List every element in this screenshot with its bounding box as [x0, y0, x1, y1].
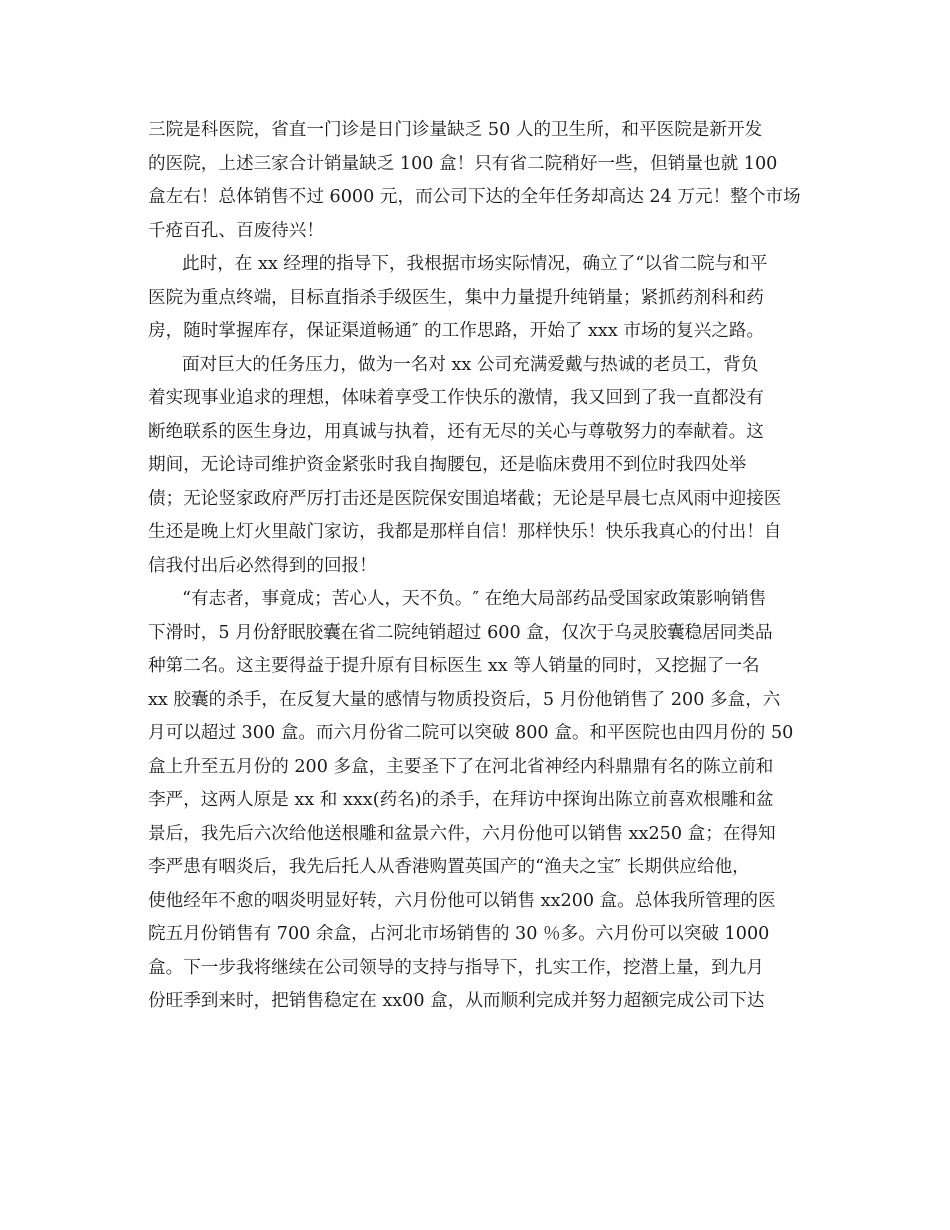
- text-line: 着实现事业追求的理想，体味着享受工作快乐的激情，我又回到了我一直都没有: [148, 388, 764, 408]
- text-line: 盒上升至五月份的 200 多盒，主要圣下了在河北省神经内科鼎鼎有名的陈立前和: [148, 756, 774, 777]
- text-line: 三院是科医院，省直一门诊是日门诊量缺乏 50 人的卫生所，和平医院是新开发: [148, 120, 763, 140]
- text-line: 月可以超过 300 盒。而六月份省二院可以突破 800 盒。和平医院也由四月份的 50: [148, 723, 794, 743]
- text-line: 种第二名。这主要得益于提升原有目标医生 xx 等人销量的同时，又挖掘了一名: [148, 656, 760, 676]
- text-line: 份旺季到来时，把销售稳定在 xx00 盒，从而顺利完成并努力超额完成公司下达: [148, 991, 765, 1011]
- text-line: 医院为重点终端，目标直指杀手级医生，集中力量提升纯销量；紧抓药剂科和药: [148, 287, 764, 308]
- paragraph-first-line: 此时，在 xx 经理的指导下，我根据市场实际情况，确立了“以省二院与和平: [182, 254, 768, 274]
- text-line: 景后，我先后六次给他送根雕和盆景六件，六月份他可以销售 xx250 盒；在得知: [148, 823, 776, 844]
- text-line: 下滑时，5 月份舒眠胶囊在省二院纯销超过 600 盒，仅次于乌灵胶囊稳居同类品: [148, 622, 773, 643]
- text-line: 债；无论竖家政府严厉打击还是医院保安围追堵截；无论是早晨七点风雨中迎接医: [148, 488, 782, 509]
- text-line: 千疮百孔、百废待兴！: [148, 220, 324, 241]
- text-line: 的医院，上述三家合计销量缺乏 100 盒！只有省二院稍好一些，但销量也就 100: [148, 153, 778, 174]
- text-line: 房，随时掌握库存，保证渠道畅通″ 的工作思路，开始了 xxx 市场的复兴之路。: [148, 321, 765, 341]
- text-line: 盒左右！总体销售不过 6000 元，而公司下达的全年任务却高达 24 万元！整个市场: [148, 187, 801, 207]
- text-line: 信我付出后必然得到的回报！: [148, 555, 377, 576]
- text-line: 李严患有咽炎后，我先后托人从香港购置英国产的“渔夫之宝″ 长期供应给他，: [148, 857, 750, 877]
- text-line: 李严，这两人原是 xx 和 xxx(药名)的杀手，在拜访中探询出陈立前喜欢根雕和盆: [148, 790, 774, 810]
- text-line: 断绝联系的医生身边，用真诚与执着，还有无尽的关心与尊敬努力的奉献着。这: [148, 421, 764, 442]
- body-text: [148, 114, 808, 1019]
- text-line: 期间，无论诗司维护资金紧张时我自掏腰包，还是临床费用不到位时我四处举: [148, 455, 747, 475]
- text-line: 院五月份销售有 700 余盒，占河北市场销售的 30 ％多。六月份可以突破 1000: [148, 924, 770, 944]
- text-line: 使他经年不愈的咽炎明显好转，六月份他可以销售 xx200 盒。总体我所管理的医: [148, 890, 776, 911]
- text-line: xx 胶囊的杀手，在反复大量的感情与物质投资后，5 月份他销售了 200 多盒，六: [148, 689, 781, 710]
- paragraph-first-line: “有志者，事竟成；苦心人，天不负。″ 在绝大局部药品受国家政策影响销售: [182, 589, 767, 609]
- text-line: 生还是晚上灯火里敲门家访，我都是那样自信！那样快乐！快乐我真心的付出！自: [148, 522, 782, 542]
- text-line: 盒。下一步我将继续在公司领导的支持与指导下，扎实工作，挖潜上量，到九月: [148, 957, 764, 978]
- paragraph-first-line: 面对巨大的任务压力，做为一名对 xx 公司充满爱戴与热诚的老员工，背负: [182, 354, 759, 375]
